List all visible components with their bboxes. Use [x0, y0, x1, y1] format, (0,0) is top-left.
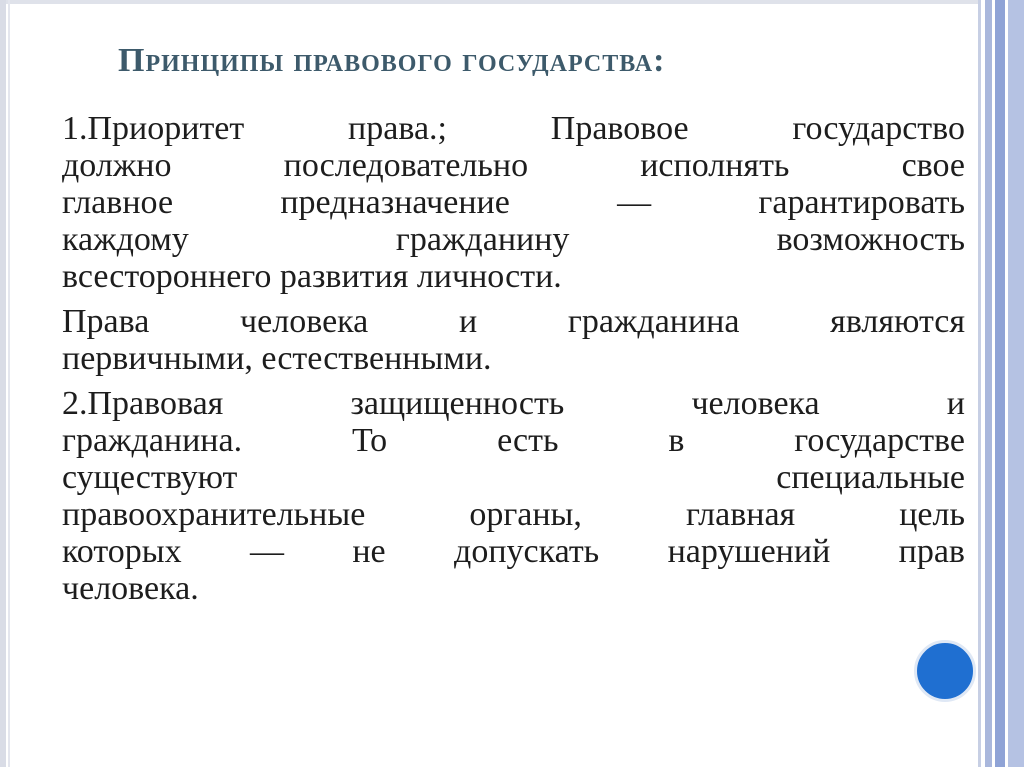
frame-left-border [0, 0, 6, 767]
frame-left-inner-border [8, 0, 10, 767]
text-line: человека. [62, 570, 199, 607]
text-line: 2.Правовая защищенность человека и [62, 385, 965, 422]
text-line: должно последовательно исполнять свое [62, 147, 965, 184]
text-line: правоохранительные органы, главная цель [62, 496, 965, 533]
paragraph-legal-protection [62, 385, 965, 607]
text-line: 1.Приоритет права.; Правовое государство [62, 110, 965, 147]
text-line: гражданина. То есть в государстве [62, 422, 965, 459]
paragraph-human-rights [62, 303, 965, 377]
text-line: которых — не допускать нарушений прав [62, 533, 965, 570]
slide-title: Принципы правового государства: [118, 42, 666, 79]
text-line: первичными, естественными. [62, 340, 492, 377]
stripe [985, 0, 992, 767]
frame-top-border [0, 0, 1024, 4]
slide-body [62, 110, 965, 615]
right-decorative-stripes [978, 0, 1024, 767]
decorative-circle-icon [914, 640, 976, 702]
text-line: всестороннего развития личности. [62, 258, 562, 295]
text-line: каждому гражданину возможность [62, 221, 965, 258]
text-line: существуют специальные [62, 459, 965, 496]
stripe [995, 0, 1005, 767]
text-line: главное предназначение — гарантировать [62, 184, 965, 221]
stripe [1008, 0, 1024, 767]
paragraph-priority-of-law [62, 110, 965, 295]
text-line: Права человека и гражданина являются [62, 303, 965, 340]
